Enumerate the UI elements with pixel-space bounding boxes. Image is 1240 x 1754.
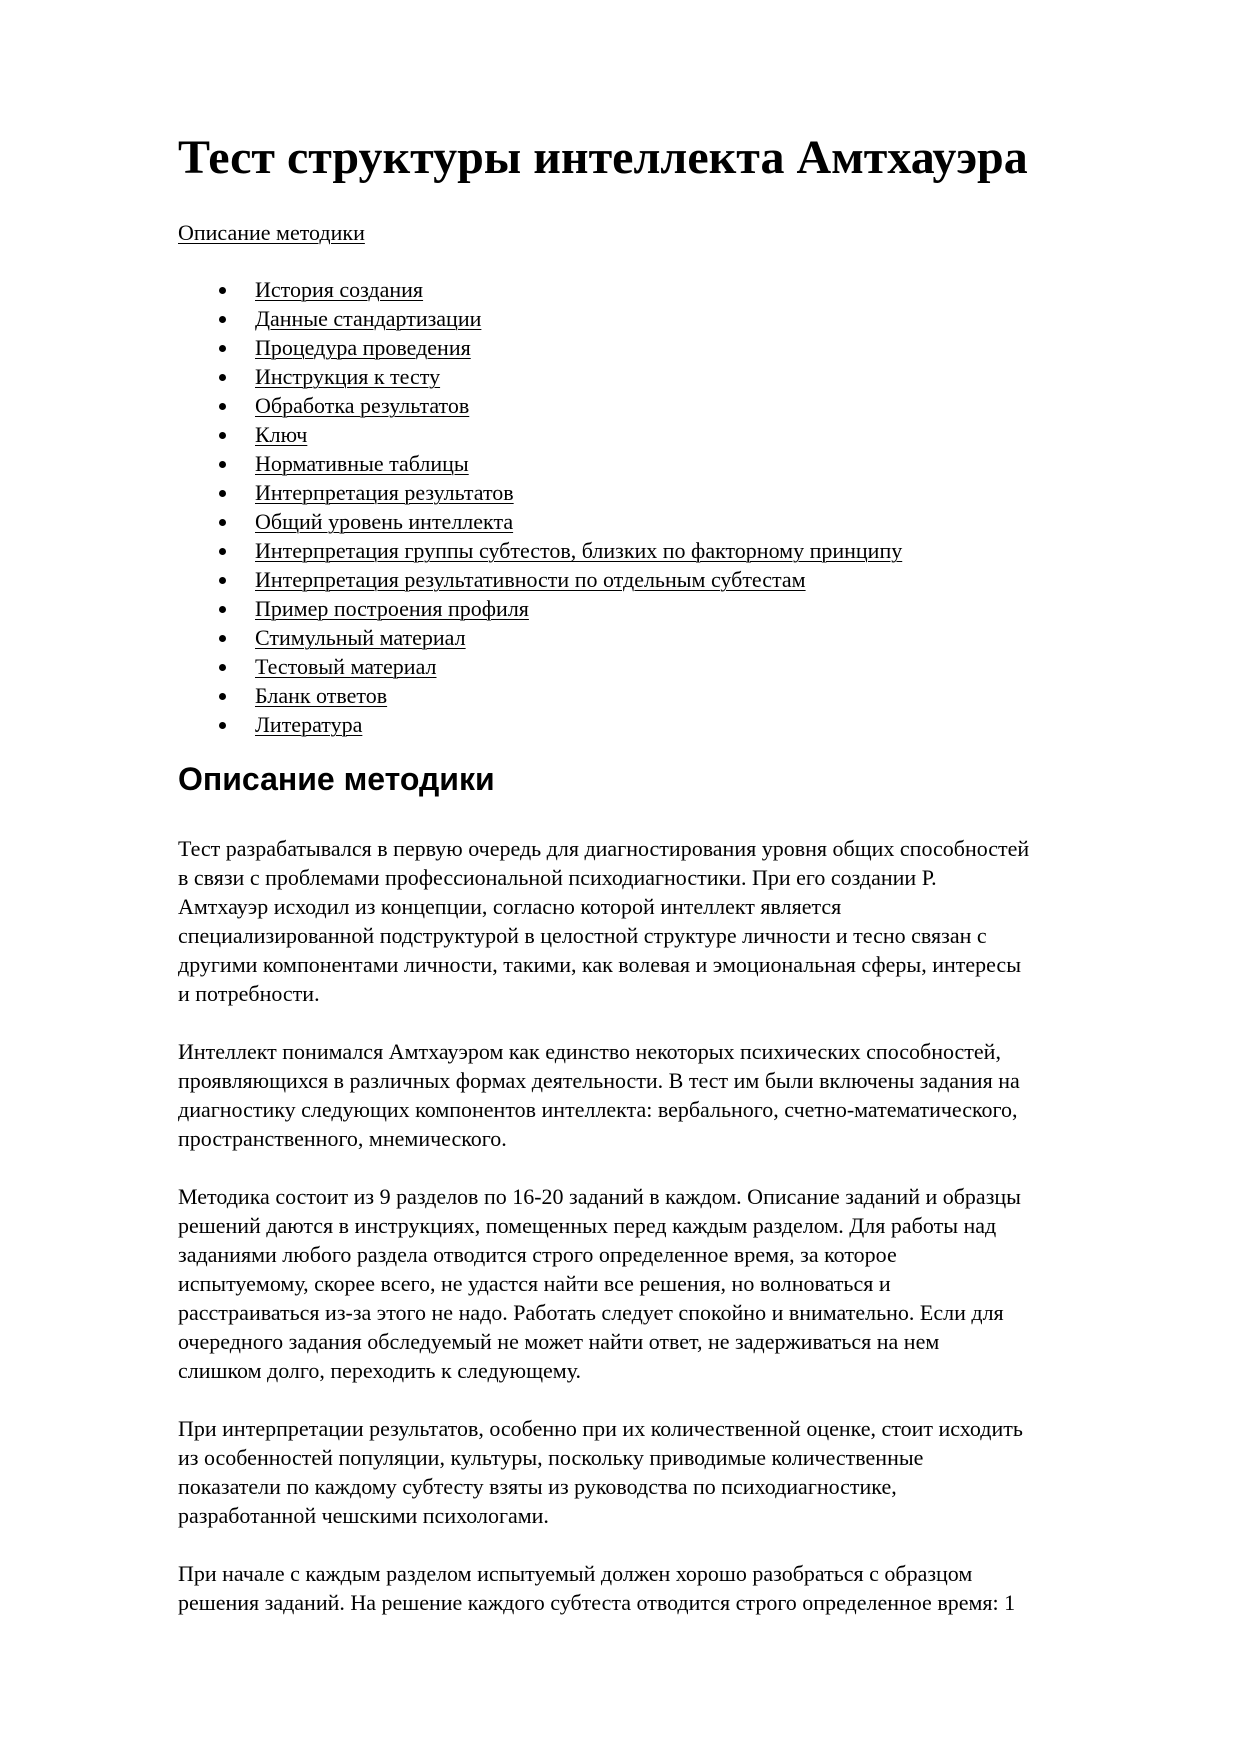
- toc-item: [178, 536, 1163, 565]
- text-line: расстраиваться из-за этого не надо. Работать следует спокойно и внимательно. Если для: [178, 1300, 1004, 1325]
- bullet-icon: [219, 606, 226, 613]
- page-title: Тест структуры интеллекта Амтхауэра: [178, 131, 1028, 184]
- text-line: слишком долго, переходить к следующему.: [178, 1358, 582, 1383]
- text-line: Амтхауэр исходил из концепции, согласно которой интеллект является: [178, 894, 842, 919]
- bullet-icon: [219, 316, 226, 323]
- toc-item: [178, 681, 1163, 710]
- toc-item: [178, 652, 1163, 681]
- toc-link[interactable]: Обработка результатов: [255, 393, 470, 418]
- toc-link[interactable]: Литература: [255, 712, 363, 737]
- toc-item: [178, 391, 1163, 420]
- toc-link[interactable]: Пример построения профиля: [255, 596, 529, 621]
- bullet-icon: [219, 403, 226, 410]
- paragraph: [178, 1182, 1163, 1385]
- bullet-icon: [219, 519, 226, 526]
- toc-link[interactable]: Процедура проведения: [255, 335, 471, 360]
- toc-link[interactable]: Ключ: [255, 422, 308, 447]
- paragraph: [178, 1414, 1163, 1530]
- toc-item: [178, 594, 1163, 623]
- paragraph: [178, 834, 1163, 1008]
- bullet-icon: [219, 461, 226, 468]
- toc-link[interactable]: Интерпретация группы субтестов, близких по факторному принципу: [255, 538, 903, 563]
- toc-item: [178, 420, 1163, 449]
- text-line: очередного задания обследуемый не может найти ответ, не задерживаться на нем: [178, 1329, 940, 1354]
- toc-item: [178, 333, 1163, 362]
- toc-item: [178, 710, 1163, 739]
- text-line: и потребности.: [178, 981, 320, 1006]
- text-line: в связи с проблемами профессиональной психодиагностики. При его создании Р.: [178, 865, 937, 890]
- text-line: Методика состоит из 9 разделов по 16-20 заданий в каждом. Описание заданий и образцы: [178, 1184, 1021, 1209]
- paragraph: [178, 1037, 1163, 1153]
- toc-item: [178, 507, 1163, 536]
- body-text: [178, 834, 1163, 1646]
- bullet-icon: [219, 664, 226, 671]
- paragraph: [178, 1559, 1163, 1617]
- toc-link[interactable]: Нормативные таблицы: [255, 451, 469, 476]
- toc-item: [178, 304, 1163, 333]
- text-line: При интерпретации результатов, особенно при их количественной оценке, стоит исходить: [178, 1416, 1023, 1441]
- bullet-icon: [219, 432, 226, 439]
- bullet-icon: [219, 490, 226, 497]
- bullet-icon: [219, 548, 226, 555]
- text-line: пространственного, мнемического.: [178, 1126, 507, 1151]
- toc-link[interactable]: Инструкция к тесту: [255, 364, 441, 389]
- text-line: решений даются в инструкциях, помещенных перед каждым разделом. Для работы над: [178, 1213, 997, 1238]
- bullet-icon: [219, 577, 226, 584]
- toc-link[interactable]: Стимульный материал: [255, 625, 466, 650]
- toc-link[interactable]: Интерпретация результатов: [255, 480, 514, 505]
- bullet-icon: [219, 635, 226, 642]
- text-line: Тест разрабатывался в первую очередь для диагностирования уровня общих способностей: [178, 836, 1030, 861]
- text-line: показатели по каждому субтесту взяты из руководства по психодиагностике,: [178, 1474, 897, 1499]
- text-line: диагностику следующих компонентов интеллекта: вербального, счетно-математического,: [178, 1097, 1018, 1122]
- text-line: разработанной чешскими психологами.: [178, 1503, 549, 1528]
- text-line: испытуемому, скорее всего, не удастся найти все решения, но волноваться и: [178, 1271, 891, 1296]
- bullet-icon: [219, 345, 226, 352]
- text-line: проявляющихся в различных формах деятельности. В тест им были включены задания на: [178, 1068, 1020, 1093]
- toc-top: [178, 219, 365, 247]
- text-line: Интеллект понимался Амтхауэром как единство некоторых психических способностей,: [178, 1039, 1001, 1064]
- text-line: специализированной подструктурой в целостной структуре личности и тесно связан с: [178, 923, 987, 948]
- toc-item: [178, 449, 1163, 478]
- bullet-icon: [219, 693, 226, 700]
- toc-item: [178, 275, 1163, 304]
- text-line: При начале с каждым разделом испытуемый должен хорошо разобраться с образцом: [178, 1561, 973, 1586]
- toc-link[interactable]: Тестовый материал: [255, 654, 437, 679]
- toc-link[interactable]: История создания: [255, 277, 424, 302]
- bullet-icon: [219, 374, 226, 381]
- toc-link[interactable]: Интерпретация результативности по отдельным субтестам: [255, 567, 806, 592]
- toc-link-description[interactable]: Описание методики: [178, 220, 365, 245]
- toc-item: [178, 362, 1163, 391]
- bullet-icon: [219, 287, 226, 294]
- toc-link[interactable]: Бланк ответов: [255, 683, 388, 708]
- text-line: из особенностей популяции, культуры, поскольку приводимые количественные: [178, 1445, 924, 1470]
- toc-item: [178, 565, 1163, 594]
- text-line: другими компонентами личности, такими, как волевая и эмоциональная сферы, интересы: [178, 952, 1021, 977]
- toc-item: [178, 623, 1163, 652]
- bullet-icon: [219, 722, 226, 729]
- section-heading: Описание методики: [178, 761, 495, 797]
- table-of-contents: [178, 275, 1163, 739]
- toc-link[interactable]: Данные стандартизации: [255, 306, 482, 331]
- text-line: заданиями любого раздела отводится строго определенное время, за которое: [178, 1242, 897, 1267]
- text-line: решения заданий. На решение каждого субтеста отводится строго определенное время: 1: [178, 1590, 1016, 1615]
- toc-link[interactable]: Общий уровень интеллекта: [255, 509, 514, 534]
- toc-item: [178, 478, 1163, 507]
